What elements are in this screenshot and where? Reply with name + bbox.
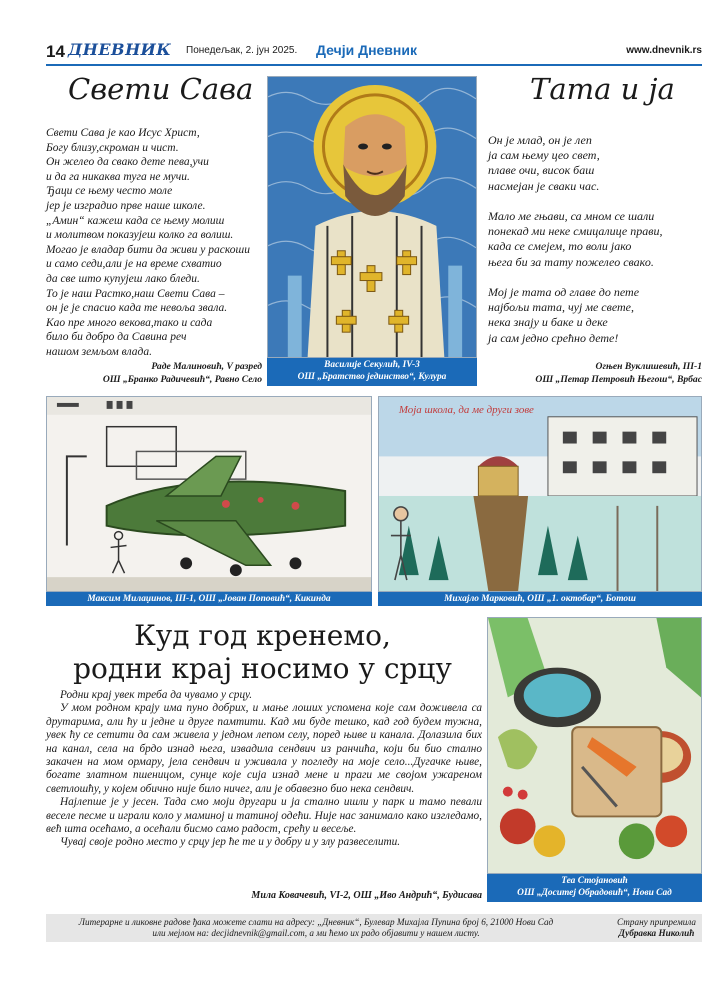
art3-caption: Михајло Марковић, ОШ „1. октобар“, Ботош	[378, 592, 702, 606]
school-drawing-image	[379, 397, 701, 591]
poem1-title: Свети Сава	[68, 72, 254, 106]
art2-caption: Максим Милаџинов, III-1, ОШ „Јован Поповић“, Кикинда	[46, 592, 372, 606]
submission-info	[46, 917, 586, 939]
article-body	[46, 689, 482, 850]
art1-caption	[267, 358, 477, 386]
kitchen-drawing-image	[488, 618, 701, 873]
editor-label: Страну припремила	[617, 917, 696, 927]
headline-line-1: Куд год кренемо,	[134, 619, 391, 652]
website-link[interactable]: www.dnevnik.rs	[626, 45, 702, 56]
editor-name: Дубравка Николић	[618, 928, 695, 938]
submission-email[interactable]: или мејлом на: decjidnevnik@gmail.com, а ми ћемо их радо објавити у нашем листу.	[152, 928, 480, 938]
kitchen-drawing	[487, 617, 702, 874]
poem1-text: Свети Сава је као Исус Христ, Богу близу,скроман и чист. Он желео да свако дете пева,учи и да га никаква туга не мучи. Ђаци се њему често моле јер је изградио прве наше школе. „Амин“ кажеш када се њему молиш и молитвом показујеш колко га волиш. Могао је владар бити да живи у раскоши и само седи,али је на време схватио да све што купујеш лако бледи. То је наш Растко,наш Свети Сава – он је је спасио када те невоља звала. Као пре много векова,тако и сада било би добро да Савина реч нашом земљом влада.	[46, 127, 250, 358]
poem2-text: Он је млад, он је леп ја сам њему цео свет, плаве очи, висок баш насмејан је сваки час. Мало ме гњави, са мном се шали понекад ми неке смицалице прави, када се смејем, то воли јако њега би за тату пожелео свако. Мој је тата од главе до пете најбољи тата, чуј ме свете, нека знају и баке и деке ја сам једно срећно дете!	[488, 133, 663, 345]
article-paragraph: Чувај своје родно место у срцу јер ће те и у добру и у злу развеселити.	[60, 836, 401, 849]
article-paragraph: У мом родном крају има пуно добрих, и мање лоших успомена које сам доживела са друтарима, али ћу и једне и друге памтити. Кад ми буде тешко, кад год будем тужна, увек ћу се сетити да сам живела у једном лепом селу, поред њиве и канала. Долазила бих на канал, села на брдо изнад њега, извадила сендвич из ранчића, који би био стално закачен на мом ормару, јела сендвич и уживала у погледу на моје село...Дугачке њиве, богате златном пшеницом, сунце које сија изнад мене и праги ме својом ужареном светлошћу, у којем обично није било ничег, али је обавезно био нека сендвич.	[46, 702, 482, 795]
saint-sava-drawing-image	[268, 77, 476, 357]
page-footer	[46, 914, 702, 942]
art4-caption	[487, 874, 702, 902]
poem2-title: Тата и ја	[530, 72, 675, 106]
art4-school: ОШ „Доситеј Обрадовић“, Нови Сад	[517, 888, 672, 898]
page-header	[46, 40, 702, 64]
airplane-drawing-image	[47, 397, 371, 591]
poem2-author: Огњен Вуклишевић, III-1	[595, 361, 702, 372]
headline-line-2: родни крај носимо у срцу	[73, 652, 452, 685]
masthead-logo: ДНЕВНИК	[68, 40, 172, 59]
drawing-sky-text: Моја школа, да ме други зове	[398, 403, 534, 416]
article-paragraph: Родни крај увек треба да чувамо у срцу.	[60, 689, 253, 701]
article-author: Мила Ковачевић, VI-2, ОШ „Иво Андрић“, Будисава	[251, 890, 482, 901]
poem1-author: Раде Малиновић, V разред	[151, 361, 262, 372]
saint-sava-drawing	[267, 76, 477, 358]
art1-school: ОШ „Братство јединство“, Кулура	[297, 372, 447, 382]
poem2-school: ОШ „Петар Петровић Његош“, Врбас	[535, 374, 702, 385]
poem1-credit	[46, 360, 262, 386]
article-paragraph: Најлепше је у јесен. Тада смо моји другари и ја стално ишли у парк и тамо певали веселе песме и играли коло у маминој и татиној одећи. Није нас занимало како изгледамо, већ шта осећамо, а осећали бисмо само радост, срећу и весеље.	[46, 796, 482, 836]
section-title: Дечји Дневник	[316, 42, 417, 58]
submission-address: Литерарне и ликовне радове ђака можете слати на адресу: „Дневник“, Булевар Михајла Пупина број 6, 21000 Нови Сад	[78, 917, 554, 927]
poem2-credit	[486, 360, 702, 386]
art4-artist: Теа Стојановић	[561, 876, 628, 886]
page-editor	[617, 917, 696, 939]
school-drawing	[378, 396, 702, 592]
issue-date: Понедељак, 2. јун 2025.	[186, 45, 298, 56]
header-divider	[46, 64, 702, 66]
airplane-drawing	[46, 396, 372, 592]
article-headline	[46, 619, 479, 685]
art1-artist: Василије Секулић, IV-3	[324, 360, 420, 370]
page-number: 14	[46, 42, 65, 61]
poem1-school: ОШ „Бранко Радичевић“, Равно Село	[102, 374, 262, 385]
